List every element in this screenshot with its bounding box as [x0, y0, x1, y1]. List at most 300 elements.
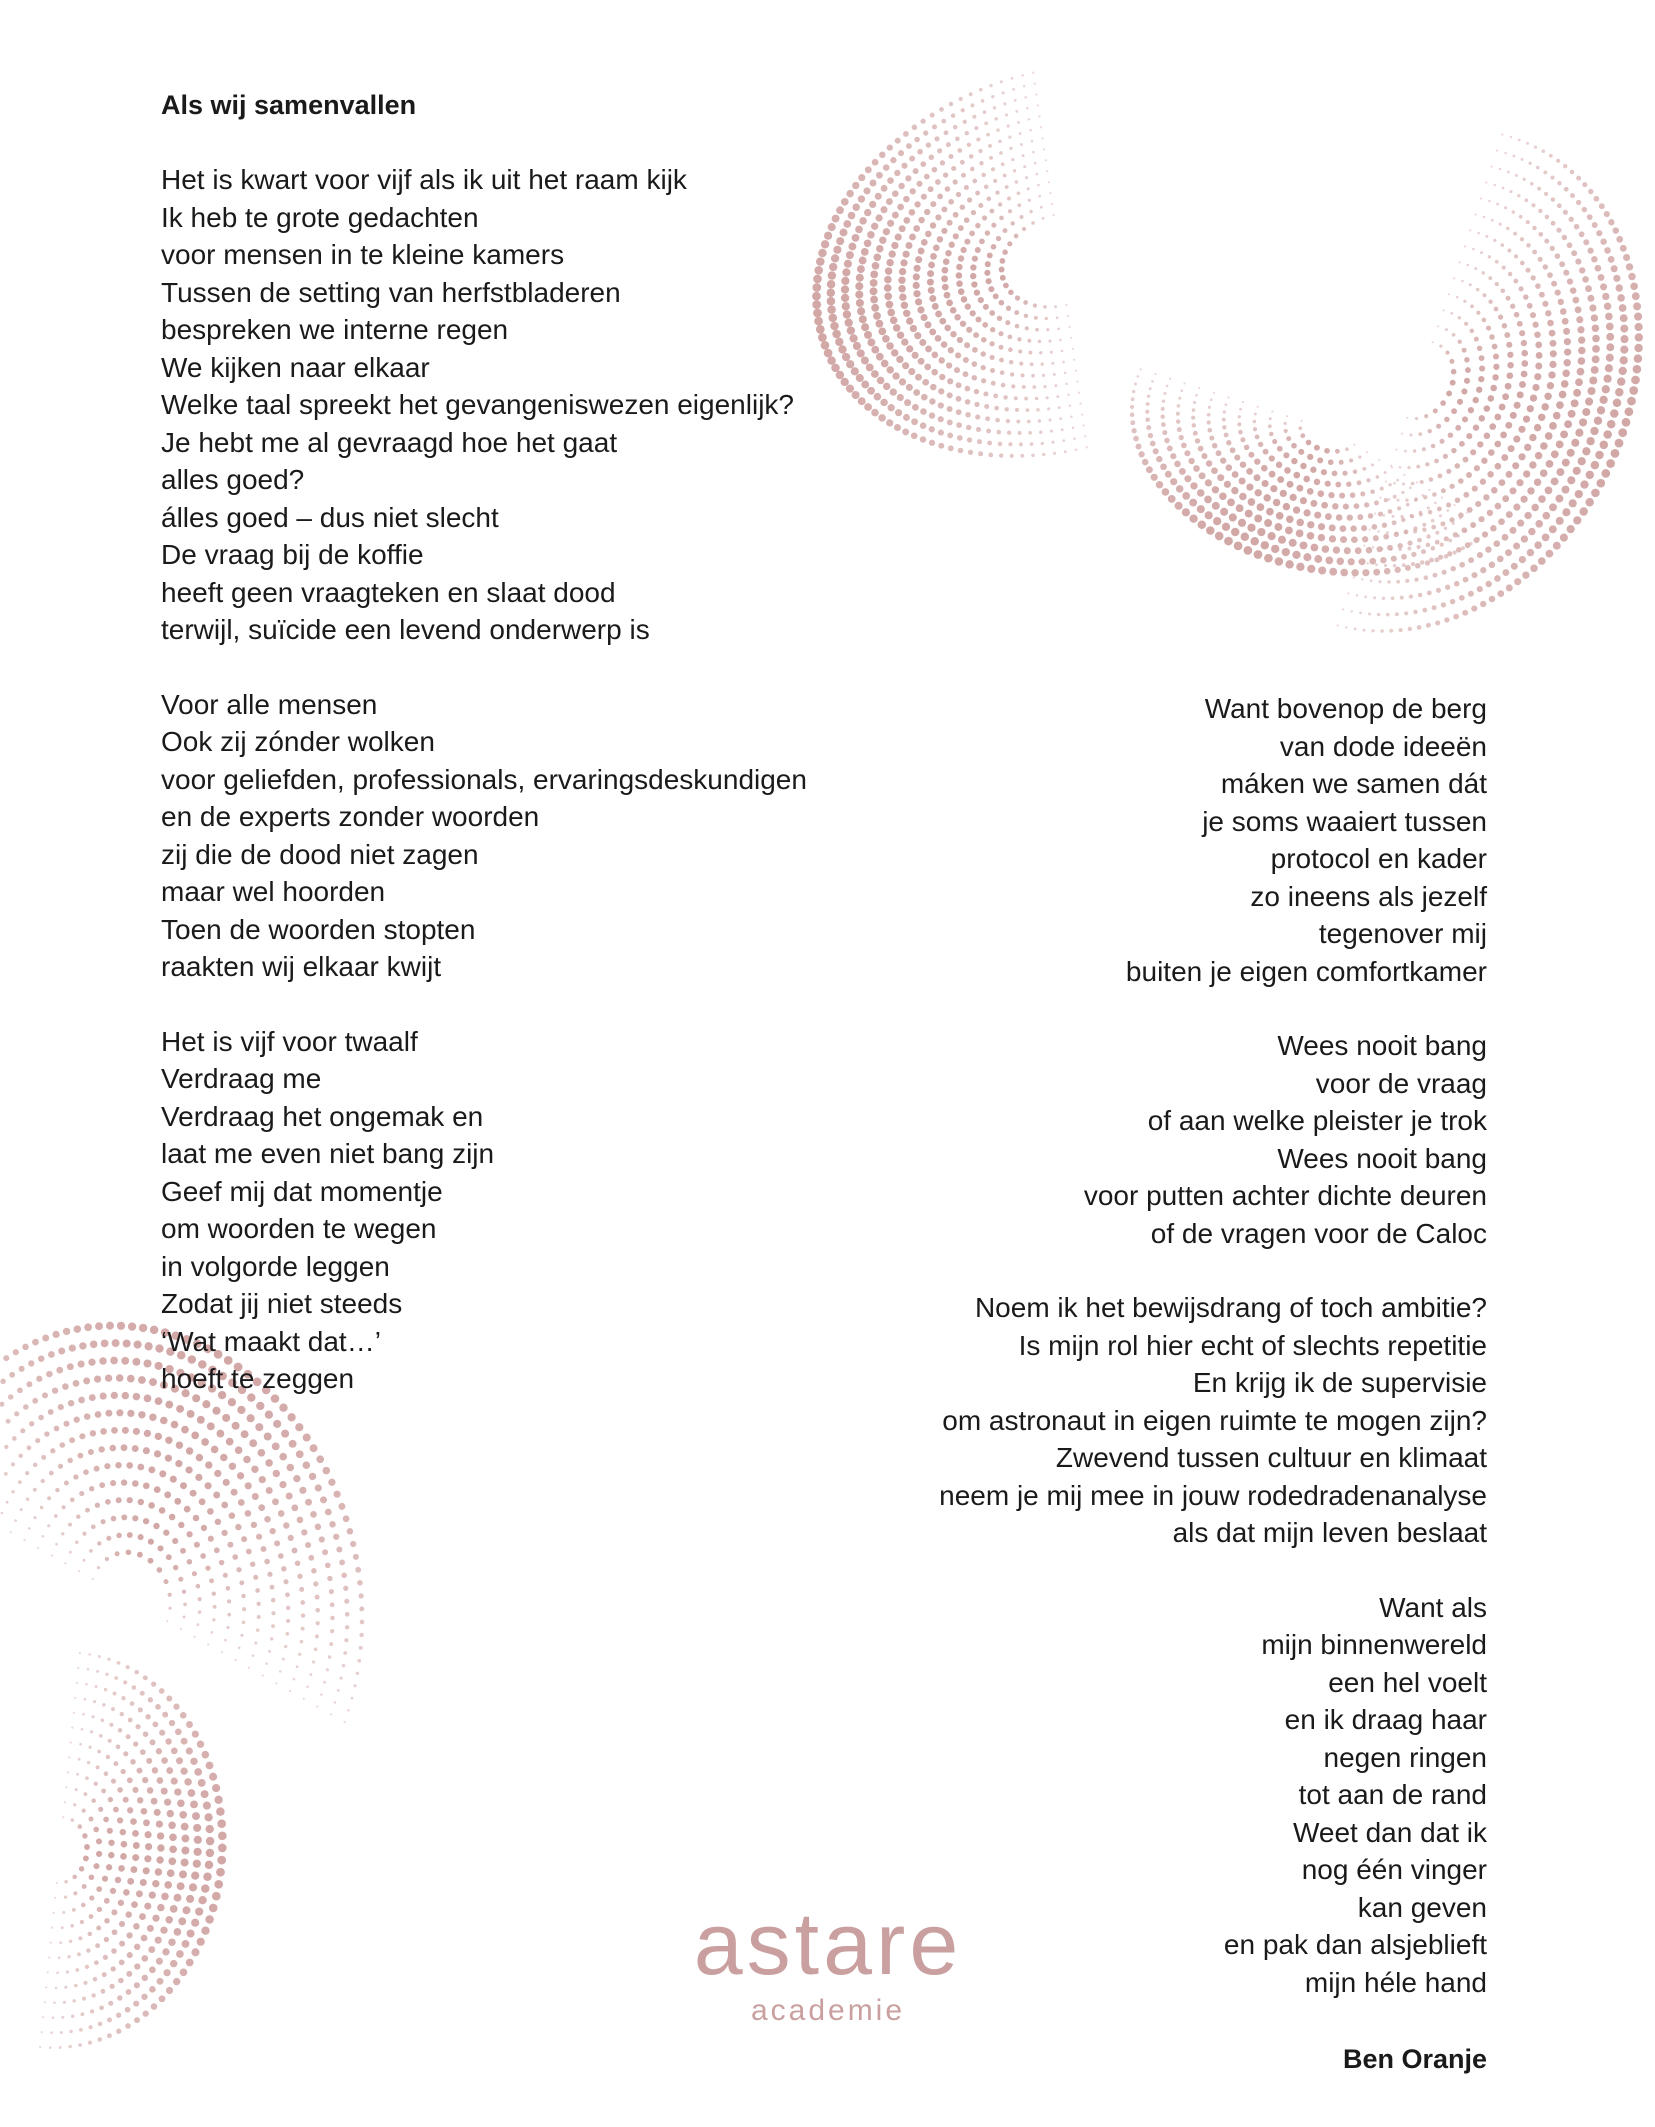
decor-dot [1441, 488, 1446, 493]
decor-dot [1543, 170, 1547, 174]
decor-dot [322, 1549, 328, 1555]
decor-dot [1268, 424, 1272, 428]
decor-dot [282, 1658, 285, 1661]
decor-dot [1321, 502, 1328, 509]
decor-dot [123, 1751, 128, 1756]
decor-dot [197, 1938, 205, 1946]
decor-dot [105, 1673, 108, 1676]
decor-dot [1037, 184, 1040, 187]
decor-dot [1521, 158, 1524, 161]
decor-dot [890, 157, 896, 163]
decor-dot [1014, 234, 1019, 239]
decor-dot [1405, 498, 1408, 501]
decor-dot [1062, 361, 1065, 364]
decor-dot [947, 406, 953, 412]
decor-dot [101, 1718, 105, 1722]
decor-dot [1329, 524, 1336, 531]
decor-dot [217, 1856, 226, 1865]
decor-dot [328, 1479, 335, 1486]
decor-dot [1550, 246, 1555, 251]
decor-dot [110, 1888, 116, 1894]
decor-dot [1368, 612, 1371, 615]
decor-dot [108, 1797, 113, 1802]
decor-dot [44, 2001, 46, 2003]
decor-dot [947, 432, 953, 438]
poem-line: tegenover mij [1318, 918, 1487, 949]
decor-dot [957, 337, 963, 343]
decor-dot [9, 1372, 15, 1378]
decor-dot [1606, 354, 1614, 362]
decor-dot [1212, 486, 1219, 493]
decor-dot [166, 1696, 172, 1702]
decor-dot [257, 1615, 261, 1619]
decor-dot [54, 1897, 56, 1899]
decor-dot [840, 229, 848, 237]
decor-dot [1429, 477, 1433, 481]
decor-dot [939, 374, 945, 380]
decor-dot [108, 2001, 113, 2006]
decor-dot [1057, 328, 1060, 331]
decor-dot [1517, 520, 1524, 527]
decor-dot [182, 1590, 186, 1594]
decor-dot [903, 251, 910, 258]
decor-dot [281, 1566, 286, 1571]
decor-dot [1491, 527, 1493, 529]
decor-dot [71, 2015, 74, 2018]
decor-dot [1164, 438, 1170, 444]
decor-dot [1488, 200, 1491, 203]
decor-dot [1140, 368, 1142, 370]
poem-line: We kijken naar elkaar [161, 351, 430, 383]
decor-dot [980, 351, 985, 356]
decor-dot [1530, 312, 1536, 318]
decor-dot [946, 362, 952, 368]
decor-dot [972, 375, 978, 381]
decor-dot [125, 1911, 131, 1917]
decor-dot [1549, 154, 1553, 158]
decor-dot [82, 1809, 86, 1813]
decor-dot [176, 1950, 184, 1958]
decor-dot [18, 1480, 22, 1484]
decor-dot [133, 1393, 141, 1401]
decor-dot [1404, 529, 1409, 534]
decor-dot [98, 2022, 103, 2027]
decor-dot [866, 363, 874, 371]
decor-dot [873, 312, 881, 320]
decor-dot [1397, 506, 1401, 510]
decor-dot [1253, 420, 1257, 424]
decor-dot [1385, 481, 1387, 483]
decor-dot [1042, 137, 1044, 139]
decor-dot [864, 331, 872, 339]
decor-dot [1495, 260, 1499, 264]
decor-dot [1024, 397, 1028, 401]
decor-dot [1384, 471, 1387, 474]
decor-dot [130, 1818, 137, 1825]
decor-dot [316, 1621, 320, 1625]
decor-dot [1444, 617, 1449, 622]
decor-dot [1501, 454, 1508, 461]
decor-dot [1008, 290, 1014, 296]
decor-dot [1271, 545, 1279, 553]
poem-line: Zodat jij niet steeds [161, 1288, 403, 1319]
decor-dot [1184, 475, 1191, 482]
decor-dot [1336, 514, 1343, 521]
decor-dot [1478, 519, 1480, 521]
decor-dot [864, 209, 871, 216]
decor-dot [963, 371, 969, 377]
top-right-dot-pattern [812, 72, 1643, 633]
decor-dot [166, 1554, 172, 1560]
decor-dot [969, 231, 975, 237]
decor-dot [67, 1955, 70, 1958]
decor-dot [192, 1812, 200, 1820]
decor-dot [1035, 328, 1039, 332]
decor-dot [1018, 431, 1022, 435]
decor-dot [102, 1703, 106, 1707]
decor-dot [1483, 216, 1486, 219]
decor-dot [1576, 176, 1581, 181]
decor-dot [1147, 395, 1150, 398]
decor-dot [993, 293, 999, 299]
decor-dot [93, 1863, 99, 1869]
decor-dot [214, 1547, 220, 1553]
decor-dot [955, 352, 961, 358]
decor-dot [842, 268, 850, 276]
decor-dot [1025, 176, 1028, 179]
decor-dot [1384, 568, 1391, 575]
decor-dot [1307, 454, 1313, 460]
decor-dot [127, 1807, 133, 1813]
decor-dot [1486, 326, 1491, 331]
decor-dot [299, 1487, 306, 1494]
decor-dot [249, 1439, 257, 1447]
decor-dot [929, 328, 936, 335]
decor-dot [1270, 485, 1277, 492]
decor-dot [14, 1519, 17, 1522]
decor-dot [273, 1470, 280, 1477]
decor-dot [1296, 563, 1304, 571]
decor-dot [985, 416, 990, 421]
decor-dot [256, 1534, 262, 1540]
decor-dot [908, 368, 915, 375]
decor-dot [1086, 446, 1088, 448]
decor-dot [1570, 193, 1575, 198]
decor-dot [170, 1905, 178, 1913]
decor-dot [1567, 525, 1575, 533]
decor-dot [265, 1662, 268, 1665]
decor-dot [1517, 194, 1520, 197]
decor-dot [997, 430, 1002, 435]
decor-dot [1176, 485, 1184, 493]
decor-dot [1413, 449, 1416, 452]
decor-dot [187, 1559, 193, 1565]
poem-line: heeft geen vraagteken en slaat dood [161, 576, 616, 608]
decor-dot [1276, 512, 1284, 520]
decor-dot [1530, 182, 1534, 186]
decor-dot [104, 1688, 107, 1691]
decor-dot [1489, 334, 1495, 340]
decor-dot [841, 285, 849, 293]
decor-dot [879, 237, 886, 244]
decor-dot [142, 1777, 148, 1783]
decor-dot [86, 1948, 90, 1952]
decor-dot [100, 1393, 107, 1400]
decor-dot [1353, 469, 1358, 474]
decor-dot [198, 1610, 202, 1614]
decor-dot [886, 419, 893, 426]
decor-dot [33, 1488, 37, 1492]
decor-dot [169, 1720, 175, 1726]
decor-dot [1519, 330, 1525, 336]
decor-dot [1008, 335, 1013, 340]
decor-dot [1534, 373, 1541, 380]
decor-dot [1280, 490, 1287, 497]
decor-dot [84, 1698, 87, 1701]
poem-title: Als wij samenvallen [161, 90, 417, 120]
decor-dot [943, 258, 950, 265]
decor-dot [161, 1893, 169, 1901]
decor-dot [76, 1515, 80, 1519]
decor-dot [326, 1668, 329, 1671]
decor-dot [1470, 329, 1475, 334]
decor-dot [1002, 91, 1005, 94]
decor-dot [954, 314, 961, 321]
decor-dot [1461, 388, 1467, 394]
decor-dot [359, 1633, 363, 1637]
decor-dot [821, 341, 830, 350]
decor-dot [286, 1619, 290, 1623]
decor-dot [64, 1986, 67, 1989]
decor-dot [339, 1559, 345, 1565]
decor-dot [212, 1892, 221, 1901]
decor-dot [1428, 489, 1430, 491]
decor-dot [932, 124, 937, 129]
decor-dot [982, 173, 986, 177]
decor-dot [1484, 433, 1491, 440]
decor-dot [1468, 557, 1474, 563]
decor-dot [211, 1446, 219, 1454]
decor-dot [1298, 449, 1304, 455]
decor-dot [56, 1882, 58, 1884]
decor-dot [77, 1667, 79, 1669]
decor-dot [164, 1969, 171, 1976]
decor-dot [180, 1768, 187, 1775]
decor-dot [1573, 389, 1581, 397]
decor-dot [1081, 413, 1083, 415]
decor-dot [288, 1535, 294, 1541]
decor-dot [232, 1554, 238, 1560]
decor-dot [1038, 195, 1041, 198]
decor-dot [347, 1709, 350, 1712]
decor-dot [1261, 465, 1268, 472]
decor-dot [72, 1875, 77, 1880]
decor-dot [1504, 332, 1510, 338]
decor-dot [993, 179, 997, 183]
decor-dot [248, 1667, 250, 1669]
decor-dot [184, 1506, 191, 1513]
decor-dot [23, 1539, 25, 1541]
decor-dot [130, 1866, 137, 1873]
decor-dot [1604, 247, 1611, 254]
decor-dot [150, 1326, 159, 1335]
decor-dot [190, 1490, 197, 1497]
decor-dot [884, 276, 892, 284]
decor-dot [1192, 408, 1196, 412]
decor-dot [1040, 126, 1042, 128]
decor-dot [164, 1491, 171, 1498]
decor-dot [88, 2025, 92, 2029]
decor-dot [891, 242, 898, 249]
decor-dot [55, 1986, 58, 1989]
decor-dot [941, 206, 947, 212]
decor-dot [1563, 328, 1570, 335]
decor-dot [268, 1650, 271, 1653]
decor-dot [95, 1503, 100, 1508]
decor-dot [1485, 235, 1488, 238]
decor-dot [900, 259, 907, 266]
decor-dot [1042, 453, 1045, 456]
decor-dot [897, 394, 904, 401]
decor-dot [134, 1341, 142, 1349]
decor-dot [47, 1971, 49, 1973]
decor-dot [1246, 483, 1253, 490]
decor-dot [1255, 434, 1260, 439]
decor-dot [355, 1567, 361, 1573]
decor-dot [920, 118, 925, 123]
decor-dot [52, 1387, 58, 1393]
decor-dot [27, 1445, 32, 1450]
decor-dot [1444, 536, 1449, 541]
decor-dot [243, 1456, 251, 1464]
decor-dot [1038, 419, 1041, 422]
decor-dot [1075, 448, 1078, 451]
decor-dot [1264, 519, 1272, 527]
decor-dot [1440, 542, 1444, 546]
decor-dot [108, 1739, 112, 1743]
decor-dot [1424, 414, 1428, 418]
decor-dot [84, 1323, 92, 1331]
decor-dot [102, 1876, 108, 1882]
decor-dot [828, 271, 836, 279]
decor-dot [1477, 586, 1483, 592]
decor-dot [67, 1458, 72, 1463]
decor-dot [1010, 372, 1014, 376]
decor-dot [143, 1675, 148, 1680]
decor-dot [1560, 534, 1568, 542]
decor-dot [1132, 390, 1135, 393]
decor-dot [1491, 487, 1498, 494]
decor-dot [892, 190, 899, 197]
decor-dot [930, 201, 936, 207]
decor-dot [351, 1697, 354, 1700]
decor-dot [1168, 495, 1176, 503]
decor-dot [1599, 396, 1607, 404]
decor-dot [87, 1761, 90, 1764]
decor-dot [1364, 596, 1367, 599]
decor-dot [890, 388, 897, 395]
decor-dot [64, 1801, 66, 1803]
decor-dot [159, 1470, 166, 1477]
decor-dot [1520, 496, 1527, 503]
decor-dot [1163, 392, 1166, 395]
poem-line: Ik heb te grote gedachten [161, 201, 479, 233]
decor-dot [79, 1491, 84, 1496]
decor-dot [111, 1516, 117, 1522]
decor-dot [1506, 511, 1513, 518]
decor-dot [1512, 462, 1519, 469]
decor-dot [890, 316, 898, 324]
decor-dot [330, 1602, 335, 1607]
decor-dot [1382, 523, 1387, 528]
decor-dot [1549, 525, 1557, 533]
decor-dot [929, 398, 935, 404]
decor-dot [134, 1963, 140, 1969]
decor-dot [1350, 492, 1356, 498]
decor-dot [945, 250, 952, 257]
decor-dot [1606, 323, 1614, 331]
decor-dot [141, 1808, 148, 1815]
decor-dot [1197, 489, 1205, 497]
decor-dot [1291, 443, 1297, 449]
decor-dot [913, 389, 920, 396]
decor-dot [1551, 477, 1559, 485]
decor-dot [1393, 564, 1397, 568]
decor-dot [937, 236, 943, 242]
poem-line: laat me even niet bang zijn [161, 1138, 495, 1169]
decor-dot [1521, 535, 1528, 542]
decor-dot [930, 222, 936, 228]
decor-dot [1332, 471, 1338, 477]
decor-dot [130, 1759, 136, 1765]
decor-dot [168, 1593, 172, 1597]
decor-dot [143, 1359, 151, 1367]
decor-dot [824, 232, 832, 240]
decor-dot [1387, 580, 1390, 583]
decor-dot [266, 1487, 273, 1494]
decor-dot [1378, 580, 1381, 583]
decor-dot [300, 1640, 304, 1644]
decor-dot [1582, 447, 1590, 455]
decor-dot [1009, 147, 1012, 150]
decor-dot [1545, 432, 1553, 440]
decor-dot [173, 1565, 179, 1571]
decor-dot [1571, 439, 1579, 447]
decor-dot [340, 1677, 343, 1680]
decor-dot [1039, 351, 1042, 354]
poem-line: maar wel hoorden [161, 876, 386, 907]
decor-dot [1448, 432, 1453, 437]
decor-dot [1176, 419, 1180, 423]
decor-dot [972, 347, 978, 353]
decor-dot [1538, 495, 1546, 503]
decor-dot [921, 194, 927, 200]
decor-dot [1378, 512, 1383, 517]
decor-dot [1449, 359, 1454, 364]
decor-dot [1580, 480, 1588, 488]
decor-dot [147, 1787, 154, 1794]
decor-dot [1587, 295, 1594, 302]
decor-dot [1231, 487, 1238, 494]
decor-dot [56, 1367, 63, 1374]
decor-dot [73, 1803, 76, 1806]
decor-dot [1041, 363, 1044, 366]
poem-line: neem je mij mee in jouw rodedradenanalyse [939, 1479, 1487, 1511]
decor-dot [924, 209, 930, 215]
decor-dot [859, 315, 867, 323]
decor-dot [1345, 447, 1349, 451]
decor-dot [915, 298, 922, 305]
